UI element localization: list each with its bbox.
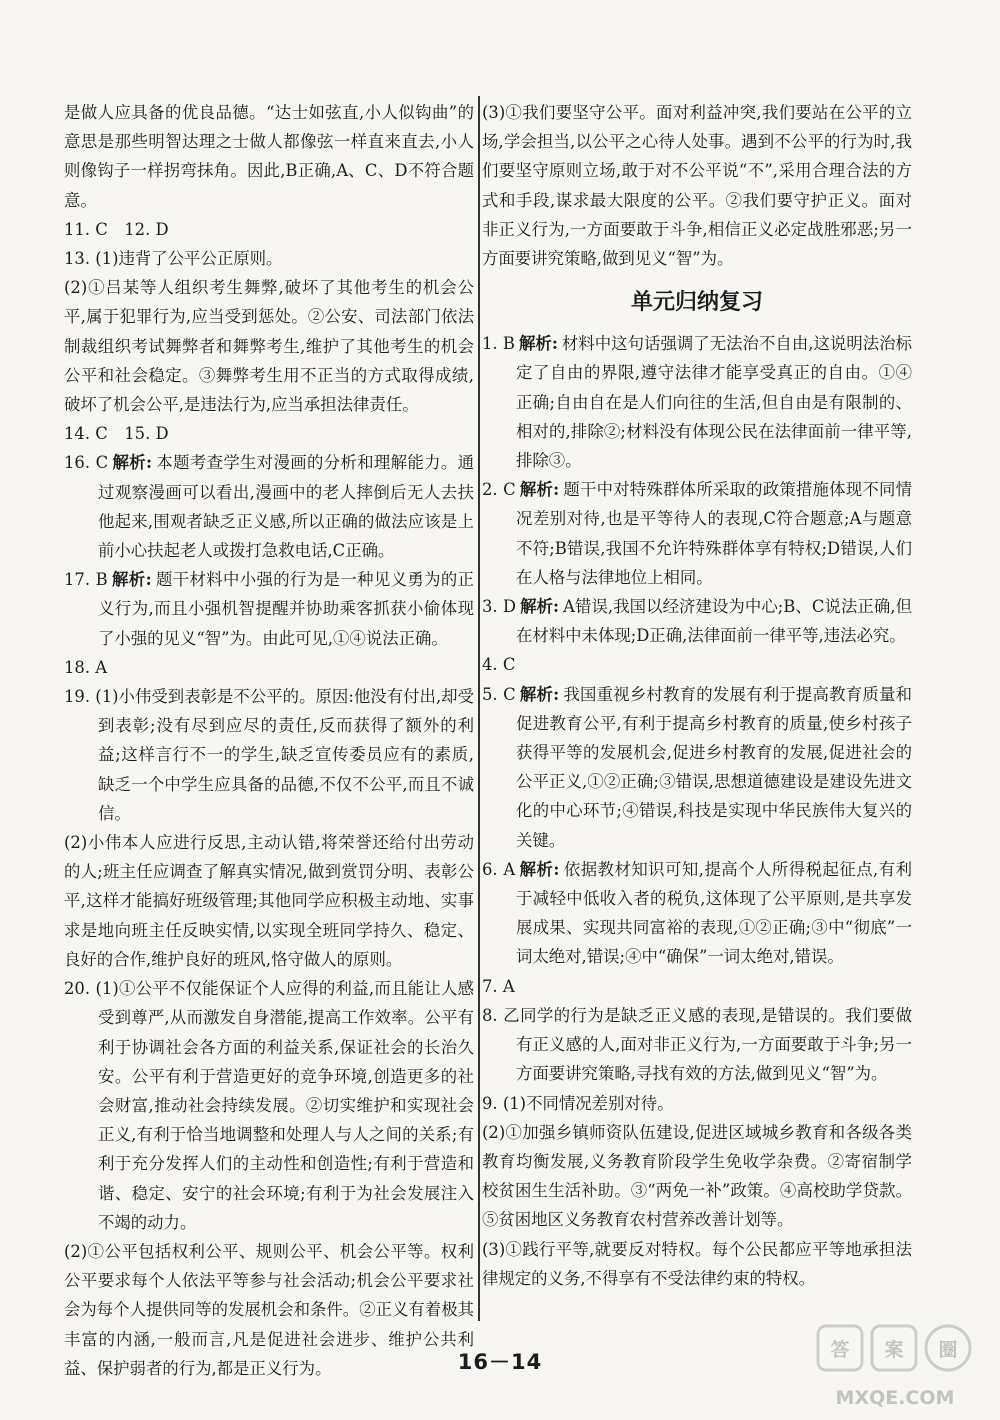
answer-text: 17. B [64,570,108,590]
answer-item [64,448,474,565]
right-bottom-block [482,329,912,1293]
analysis-label: 解析: [519,684,560,704]
analysis-label: 解析: [519,859,560,879]
watermark-char-1: 答 [830,1339,850,1361]
answer-item [482,98,912,273]
answer-item [64,98,474,215]
answer-text: 4. C [482,655,516,675]
answer-text: 8. 乙同学的行为是缺乏正义感的表现,是错误的。我们要做有正义感的人,面对非正义行为,一方面要敢于斗争;另一方面要讲究策略,寻找有效的方法,做到见义“智”为。 [482,1005,912,1084]
answer-item [64,419,474,448]
answer-item [64,974,474,1237]
answer-text: 6. A [482,859,516,879]
analysis-text: 材料中这句话强调了无法治不自由,这说明法治标定了自由的界限,遵守法律才能享受真正的自由。①④正确;自由自在是人们向往的生活,但自由是有限制的、相对的,排除②;材料没有体现公民在法律面前一律平等,排除③。 [516,334,912,471]
answer-text: 20. (1)①公平不仅能保证个人应得的利益,而且能让人感受到尊严,从而激发自身潜能,提高工作效率。公平有利于协调社会各方面的利益关系,保证社会的长治久安。公平有利于营造更好的竞争环境,创造更多的社会财富,推动社会持续发展。②切实维护和实现社会正义,有利于恰当地调整和处理人与人之间的关系;有利于充分发挥人们的主动性和创造性;有利于营造和谐、稳定、安宁的社会环境;有利于为社会发展注入不竭的动力。 [64,979,474,1232]
analysis-label: 解析: [111,570,152,590]
analysis-text: 题干材料中小强的行为是一种见义勇为的正义行为,而且小强机智提醒并协助乘客抓获小偷体现了小强的见义“智”为。由此可见,①④说法正确。 [98,570,474,648]
right-top-block [482,98,912,273]
answer-item [482,1235,912,1293]
analysis-text: 题干中对特殊群体所采取的政策措施体现不同情况差别对待,也是平等待人的表现,C符合题意;A与题意不符;B错误,我国不允许特殊群体享有特权;D错误,人们在人格与法律地位上相同。 [516,480,912,587]
analysis-label: 解析: [518,334,558,354]
analysis-label: 解析: [520,597,560,617]
answer-item [64,653,474,682]
answer-item [482,680,912,855]
answer-item [64,828,474,974]
answer-text: 2. C [482,480,516,500]
answer-text: 是做人应具备的优良品德。“达士如弦直,小人似钩曲”的意思是那些明智达理之士做人都像弦一样直来直去,小人则像钩子一样拐弯抹角。因此,B正确,A、C、D不符合题意。 [64,103,474,210]
answer-text: 13. (1)违背了公平公正原则。 [64,249,283,269]
answer-item [64,565,474,653]
column-divider [478,96,480,1321]
answer-item [482,329,912,475]
answer-text: 19. (1)小伟受到表彰是不公平的。原因:他没有付出,却受到表彰;没有尽到应尽的责任,反而获得了额外的利益;这样言行不一的学生,缺乏宣传委员应有的素质,缺乏一个中学生应具备的品德,不仅不公平,而且不诚信。 [64,687,474,823]
answer-text: 14. C 15. D [64,424,169,444]
answer-text: (2)①吕某等人组织考生舞弊,破坏了其他考生的机会公平,属于犯罪行为,应当受到惩处。②公安、司法部门依法制裁组织考试舞弊者和舞弊考生,维护了其他考生的机会公平和社会稳定。③舞弊考生用不正当的方式取得成绩,破坏了机会公平,是违法行为,应当承担法律责任。 [64,278,474,415]
answer-item [482,1089,912,1118]
answer-item [482,475,912,592]
right-column [482,98,912,1293]
answer-text: 5. C [482,684,516,704]
answer-item [64,244,474,273]
answer-text: 1. B [482,334,515,354]
answer-text: (3)①我们要坚守公平。面对利益冲突,我们要站在公平的立场,学会担当,以公平之心待人处事。遇到不公平的行为时,我们要坚守原则立场,敢于对不公平说“不”,采用合理合法的方式和手段,谋求最大限度的公平。②我们要守护正义。面对非正义行为,一方面要敢于斗争,相信正义必定战胜邪恶;另一方面要讲究策略,做到见义“智”为。 [482,103,912,269]
left-column [64,98,474,1383]
watermark-logo [800,1318,990,1416]
answer-text: 16. C [64,453,109,473]
answer-text: 3. D [482,597,517,617]
analysis-text: 本题考查学生对漫画的分析和理解能力。通过观察漫画可以看出,漫画中的老人摔倒后无人去扶他起来,围观者缺乏正义感,所以正确的做法应该是上前小心扶起老人或拨打急救电话,C正确。 [98,453,474,561]
answer-item [64,682,474,828]
page-number: 16－14 [457,1350,543,1374]
analysis-text: A错误,我国以经济建设为中心;B、C说法正确,但在材料中未体现;D正确,法律面前一律平等,违法必究。 [516,597,912,646]
analysis-text: 我国重视乡村教育的发展有利于提高教育质量和促进教育公平,有利于提高乡村教育的质量,使乡村孩子获得平等的发展机会,促进乡村教育的发展,促进社会的公平正义,①②正确;③错误,思想道德建设是建设先进文化的中心环节;④错误,科技是实现中华民族伟大复兴的关键。 [516,684,912,850]
answer-text: 9. (1)不同情况差别对待。 [482,1093,674,1113]
analysis-label: 解析: [519,480,560,500]
answer-item [482,592,912,650]
answer-text: (2)小伟本人应进行反思,主动认错,将荣誉还给付出劳动的人;班主任应调查了解真实情况,做到赏罚分明、表彰公平,这样才能搞好班级管理;其他同学应积极主动地、实事求是地向班主任反映实情,以实现全班同学持久、稳定、良好的合作,维护良好的班风,恪守做人的原则。 [64,833,474,969]
answer-text: 18. A [64,657,108,677]
analysis-text: 依据教材知识可知,提高个人所得税起征点,有利于减轻中低收入者的税负,这体现了公平原则,是共享发展成果、实现共同富裕的表现,①②正确;③中“彻底”一词太绝对,错误;④中“确保”一词太绝对,错误。 [516,859,912,967]
answer-item [64,273,474,419]
answer-item [482,650,912,679]
watermark-char-2: 案 [884,1339,904,1361]
answer-item [482,972,912,1001]
watermark-url: MXQE.COM [835,1387,955,1409]
answer-text: 11. C 12. D [64,219,169,239]
answer-text: 7. A [482,976,515,996]
answer-text: (2)①公平包括权利公平、规则公平、机会公平等。权利公平要求每个人依法平等参与社会活动;机会公平要求社会为每个人提供同等的发展机会和条件。②正义有着极其丰富的内涵,一般而言,凡是促进社会进步、维护公共利益、保护弱者的行为,都是正义行为。 [64,1241,474,1378]
analysis-label: 解析: [112,453,153,473]
answer-item [482,855,912,972]
answer-item [64,215,474,244]
answer-item [482,1118,912,1235]
answer-text: (3)①践行平等,就要反对特权。每个公民都应平等地承担法律规定的义务,不得享有不受法律约束的特权。 [482,1239,912,1288]
section-title: 单元归纳复习 [630,290,763,316]
answer-item [482,1001,912,1089]
answer-text: (2)①加强乡镇师资队伍建设,促进区域城乡教育和各级各类教育均衡发展,义务教育阶段学生免收学杂费。②寄宿制学校贫困生生活补助。③“两免一补”政策。④高校助学贷款。⑤贫困地区义务教育农村营养改善计划等。 [482,1122,912,1230]
watermark-char-3: 圈 [938,1339,958,1361]
